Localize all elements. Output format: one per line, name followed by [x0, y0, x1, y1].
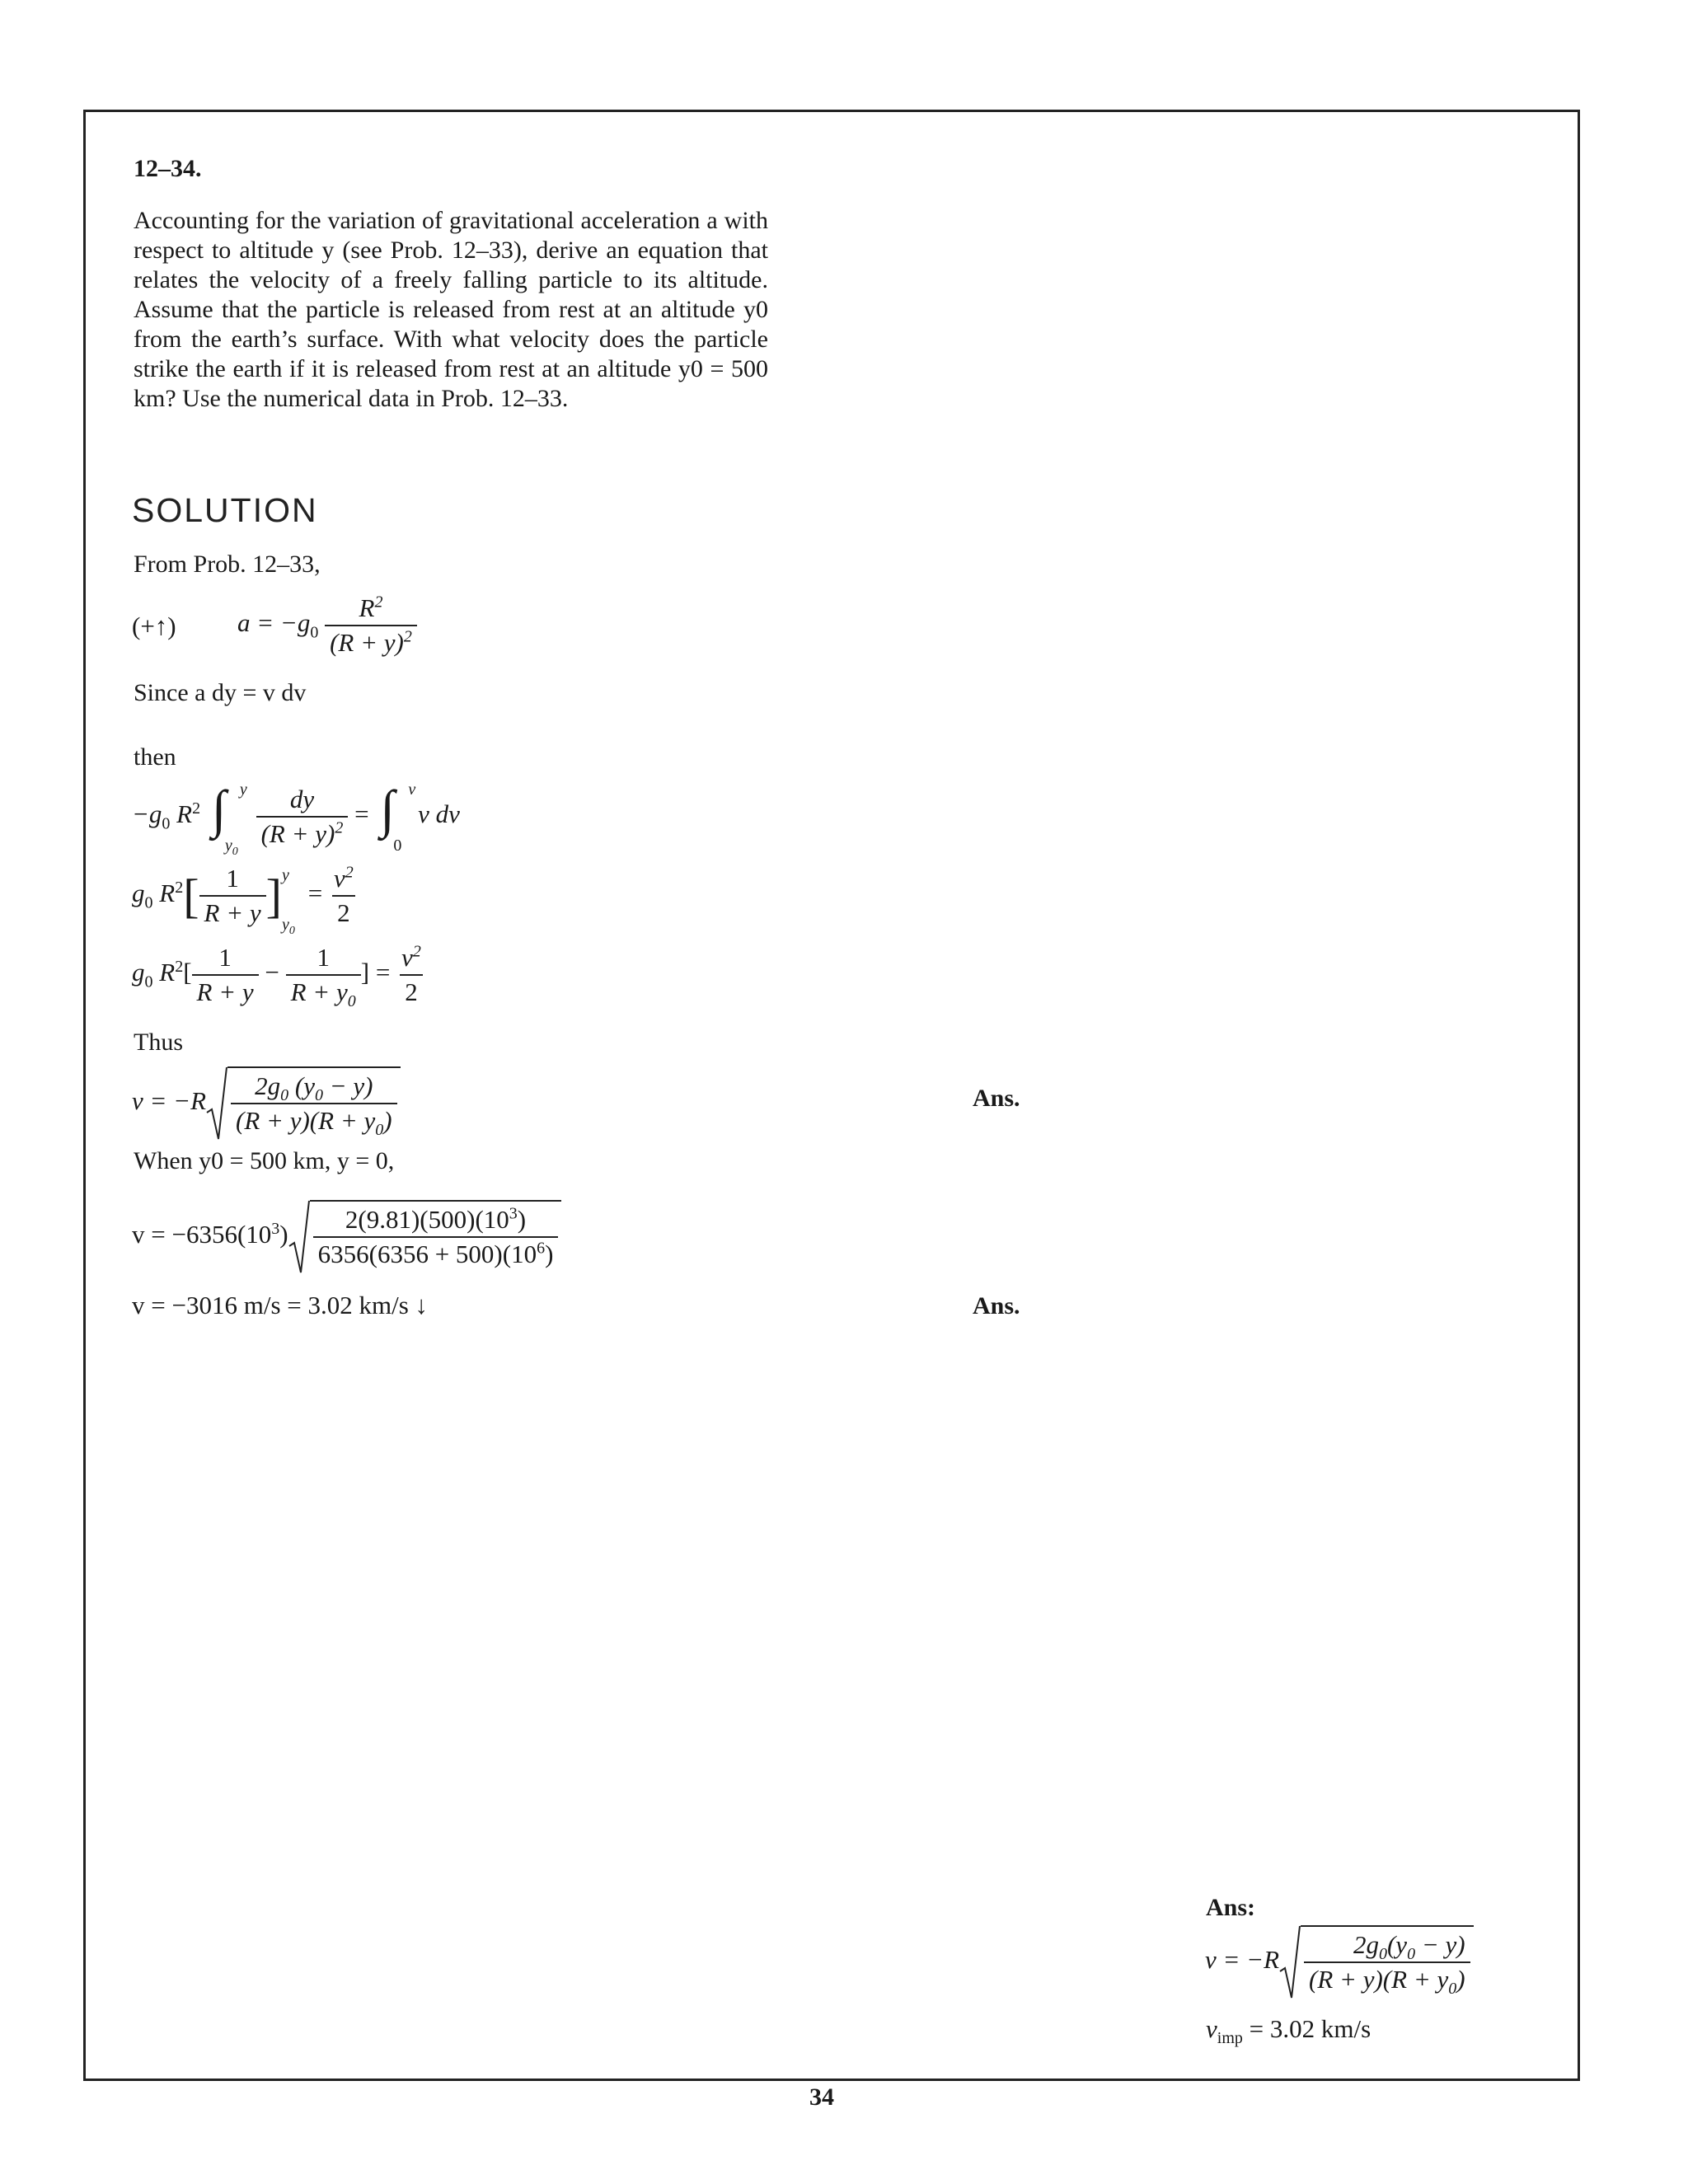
- when-line: When y0 = 500 km, y = 0,: [134, 1147, 395, 1174]
- eq3-t2-den: R + y: [290, 977, 348, 1006]
- eq3-t2-num: 1: [316, 943, 330, 972]
- eq1-den: (R + y): [260, 819, 335, 848]
- eq-velocity-numeric: $v = -6356(10^3)$ $\frac{2(9.81)(500)(10^3)}{6356(6356 + 500)(10^6)}$: [132, 1200, 561, 1274]
- eq1-rhs: v dv: [418, 799, 460, 829]
- eq3-t1-den: R + y: [192, 974, 259, 1009]
- eq-velocity-general: [132, 1066, 401, 1141]
- integral-sign-2: ∫ v 0: [380, 780, 416, 855]
- integral-sign-1: ∫ y $y_0$: [211, 780, 247, 858]
- eq-integral: $-g_0$ $R^2$ ∫ y $y_0$ $\frac{dy}{(R + y)^2}$ = ∫ v 0 v dv: [132, 780, 460, 858]
- sqrt-sign-1: $\frac{2g_0 (y_0 - y)}{(R + y)(R + y_0)}$: [206, 1066, 401, 1141]
- eq2-den: R + y: [199, 895, 266, 930]
- eq-a-num: R: [359, 593, 375, 622]
- eq-a-fraction: $\frac{R^2}{(R + y)^2}$: [325, 592, 417, 659]
- eq1-num: dy: [289, 785, 315, 813]
- eq-evaluated-bracket: $g_0$ $R^2$[ $\frac{1}{R + y}$ ] y $y_0$ = $\frac{v^2}{2}$: [132, 863, 354, 937]
- eq2-rhs-den: 2: [332, 895, 355, 930]
- sqrt-sign-2: $\frac{2(9.81)(500)(10^3)}{6356(6356 + 500)(10^6)}$: [288, 1200, 562, 1274]
- from-prob-line: From Prob. 12–33,: [134, 551, 321, 578]
- problem-statement: Accounting for the variation of gravitational acceleration a with respect to altitude y (see Prob. 12–33), derive an equation that relates the velocity of a freely falling particle to its altitude. Assume that the particle is released from rest at an altitude y0 from the earth’s surface. With what velocity does the particle strike the earth if it is released from rest at an altitude y0 = 500 km? Use the numerical data in Prob. 12–33.: [134, 207, 768, 412]
- eq1-lhs: −g: [132, 799, 162, 829]
- eq5-num: 2(9.81)(500)(10: [345, 1205, 509, 1234]
- sign-convention: (+↑): [132, 612, 176, 640]
- eq2-num: 1: [226, 864, 239, 893]
- answer-eq-lhs: v = −R: [1205, 1945, 1280, 1975]
- solution-heading: SOLUTION: [132, 491, 318, 529]
- eq-acceleration: $a = -g_0$ $\frac{R^2}{(R + y)^2}$: [237, 592, 417, 659]
- eq-velocity-result: v = −3016 m/s = 3.02 km/s ↓: [132, 1291, 429, 1319]
- eq-a-lhs: a = −g: [237, 608, 311, 638]
- ans-label-2: Ans.: [973, 1292, 1020, 1319]
- page-number: 34: [809, 2083, 834, 2111]
- eq-difference: $g_0$ $R^2$[ $\frac{1}{R + y}$ − $\frac{1}{R + y_0}$ ] = $\frac{v^2}{2}$: [132, 942, 421, 1011]
- answer-eq-num: 2g: [1353, 1930, 1379, 1959]
- eq-a-den: (R + y): [330, 628, 404, 657]
- eq2-rhs-num: v: [333, 864, 345, 893]
- answer-eq-den: (R + y)(R + y: [1309, 1965, 1449, 1994]
- since-line: Since a dy = v dv: [134, 679, 307, 706]
- answer-box-equation: [1205, 1925, 1474, 1999]
- eq4-den: (R + y)(R + y: [236, 1106, 376, 1135]
- eq3-t1-num: 1: [218, 943, 232, 972]
- eq4-num: 2g: [255, 1071, 281, 1100]
- eq5-lhs: v = −6356(10: [132, 1220, 272, 1249]
- sqrt-sign-3: $\frac{2g_0(y_0 - y)}{(R + y)(R + y_0)}$: [1279, 1925, 1474, 1999]
- thus-line: Thus: [134, 1029, 183, 1056]
- answer-box-label: Ans:: [1206, 1894, 1256, 1921]
- then-line: then: [134, 743, 176, 771]
- answer-box-vimp: $v_{imp} = 3.02$ km/s: [1206, 2014, 1372, 2048]
- answer-vimp-value: = 3.02 km/s: [1249, 2014, 1372, 2043]
- problem-number: 12–34.: [134, 155, 202, 182]
- eq4-lhs: v = −R: [132, 1086, 207, 1116]
- eq5-den: 6356(6356 + 500)(10: [317, 1240, 537, 1268]
- ans-label-1: Ans.: [973, 1085, 1020, 1112]
